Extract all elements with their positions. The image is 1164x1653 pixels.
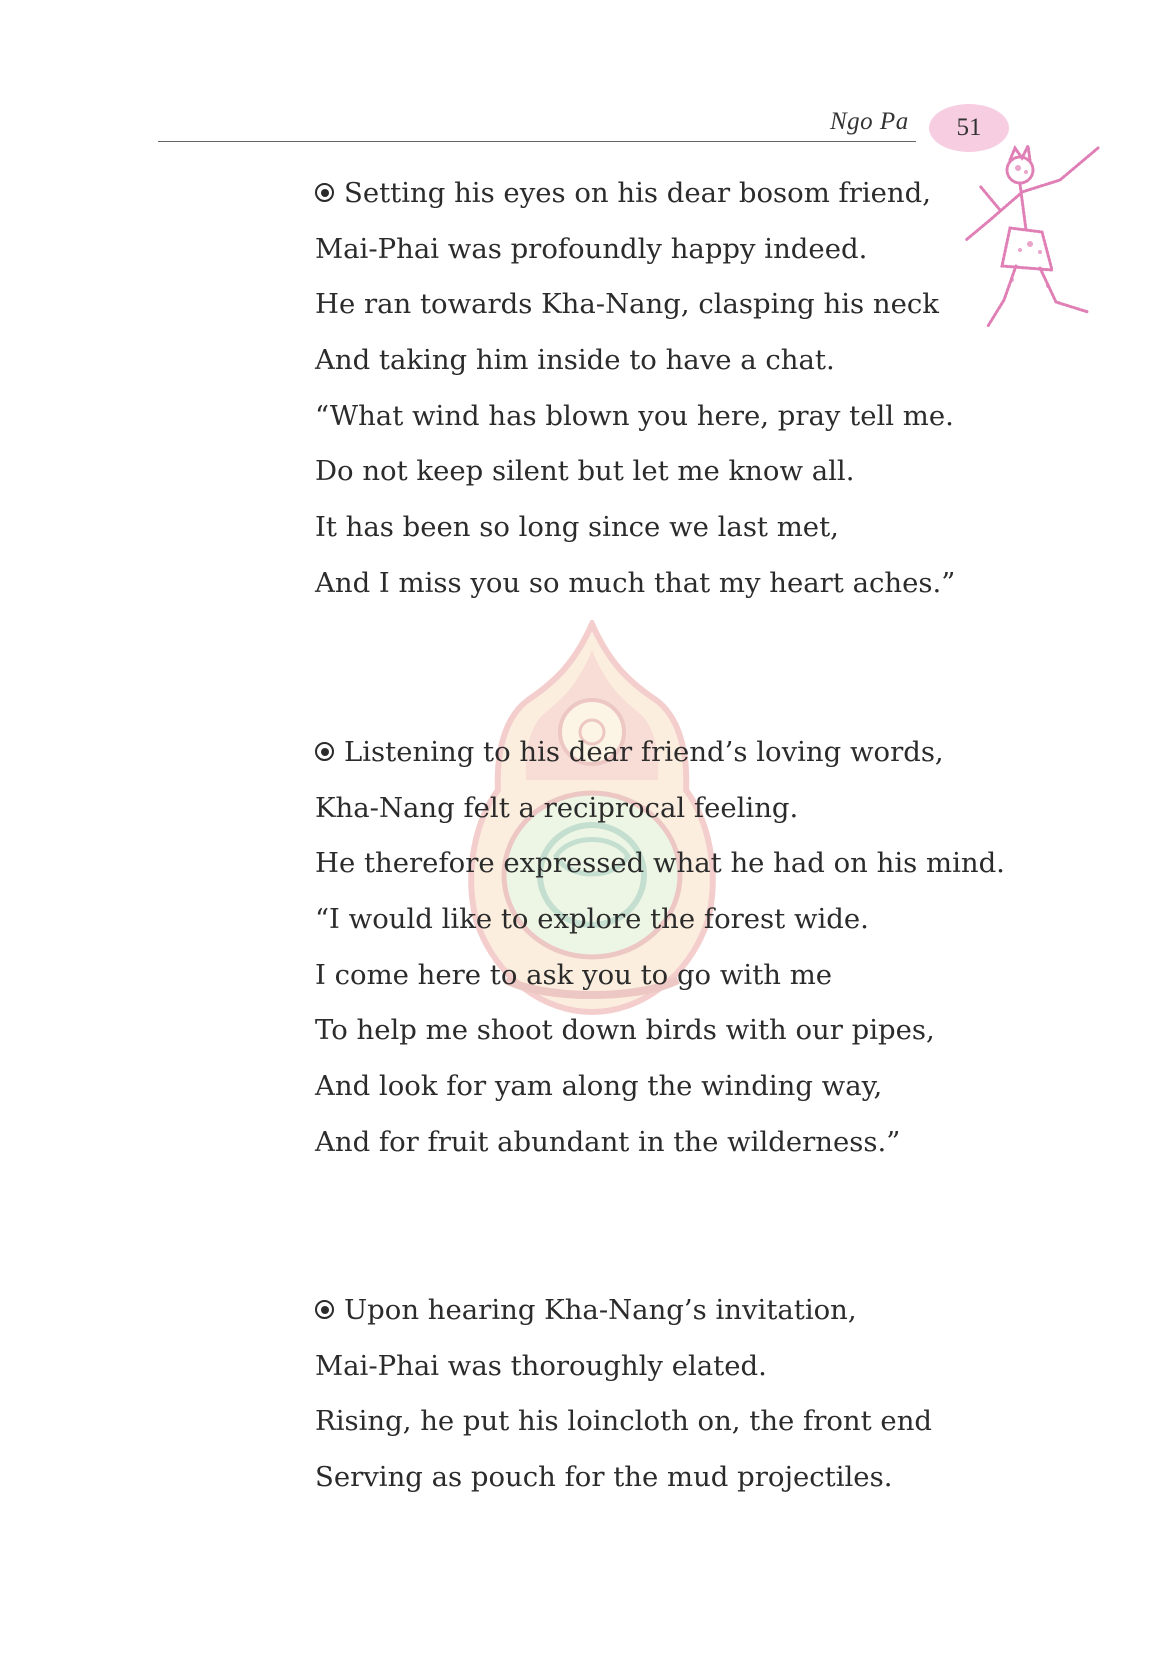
stanza-2 (315, 725, 1005, 1171)
stanza-1 (315, 166, 955, 612)
verse-line: Setting his eyes on his dear bosom friend, (315, 166, 955, 222)
verse-line: Do not keep silent but let me know all. (315, 455, 855, 488)
dancer-illustration (960, 140, 1120, 350)
stanza-3 (315, 1283, 932, 1506)
verse-line: And I miss you so much that my heart aches.” (315, 566, 956, 599)
page-number: 51 (956, 114, 982, 141)
verse-line: To help me shoot down birds with our pipes, (315, 1014, 935, 1047)
stanza-bullet-icon (315, 1300, 334, 1319)
verse-line: And for fruit abundant in the wilderness.” (315, 1125, 901, 1158)
verse-line: Upon hearing Kha-Nang’s invitation, (315, 1283, 932, 1339)
verse-line: Serving as pouch for the mud projectiles. (315, 1461, 893, 1494)
verse-line: Rising, he put his loincloth on, the front end (315, 1405, 933, 1438)
verse-line: And look for yam along the winding way, (315, 1070, 883, 1103)
running-head: Ngo Pa (830, 108, 909, 135)
verse-line: Kha-Nang felt a reciprocal feeling. (315, 791, 799, 824)
verse-line: Listening to his dear friend’s loving words, (315, 725, 1005, 781)
verse-line: Mai-Phai was profoundly happy indeed. (315, 232, 868, 265)
verse-line: I come here to ask you to go with me (315, 958, 833, 991)
verse-line: And taking him inside to have a chat. (315, 344, 835, 377)
verse-line: Mai-Phai was thoroughly elated. (315, 1349, 767, 1382)
header-rule (158, 141, 916, 142)
verse-line: He ran towards Kha-Nang, clasping his neck (315, 288, 939, 321)
verse-line: It has been so long since we last met, (315, 511, 839, 544)
verse-line: “What wind has blown you here, pray tell me. (315, 399, 954, 432)
stanza-bullet-icon (315, 183, 334, 202)
verse-line: He therefore expressed what he had on his mind. (315, 847, 1005, 880)
verse-line: “I would like to explore the forest wide. (315, 903, 869, 936)
stanza-bullet-icon (315, 742, 334, 761)
